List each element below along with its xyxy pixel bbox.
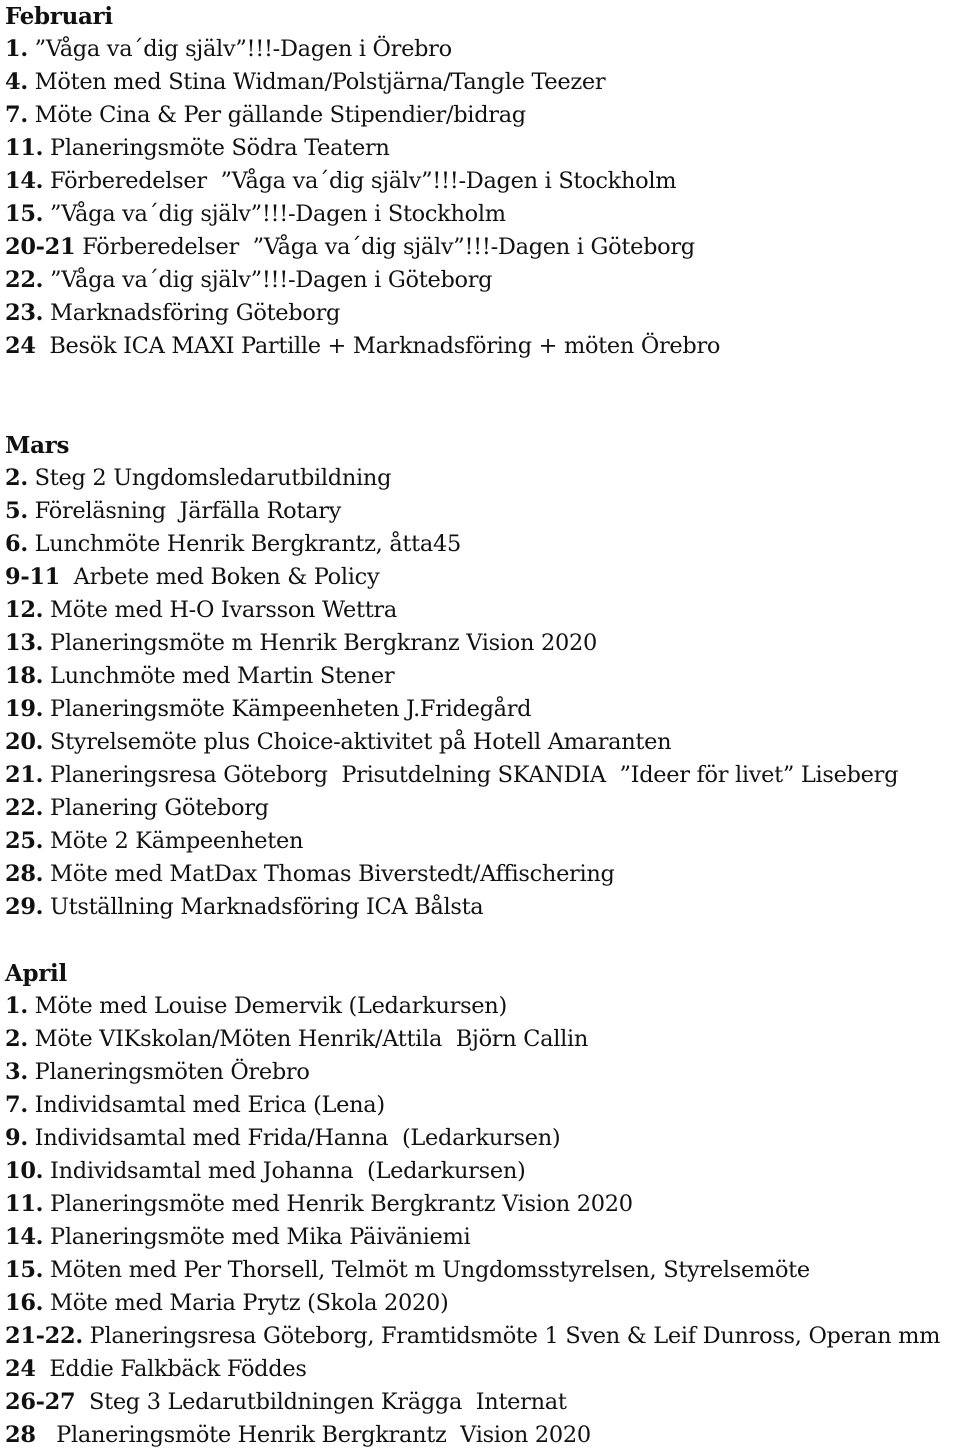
list-item [5, 297, 955, 330]
item-text: Besök ICA MAXI Partille + Marknadsföring + möten Örebro [35, 333, 721, 359]
item-date: 22. [5, 267, 44, 293]
item-text: Möten med Per Thorsell, Telmöt m Ungdomsstyrelsen, Styrelsemöte [43, 1257, 810, 1283]
item-text: Individsamtal med Johanna (Ledarkursen) [43, 1158, 526, 1184]
item-date: 3. [5, 1059, 28, 1085]
item-date: 15. [5, 201, 44, 227]
item-text: Lunchmöte med Martin Stener [43, 663, 395, 689]
list-item [5, 231, 955, 264]
item-date: 20. [5, 729, 44, 755]
item-text: ”Våga va´dig själv”!!!-Dagen i Örebro [27, 36, 452, 62]
item-text: Styrelsemöte plus Choice-aktivitet på Hotell Amaranten [43, 729, 672, 755]
list-item [5, 858, 955, 891]
list-item [5, 1089, 955, 1122]
item-date: 19. [5, 696, 44, 722]
item-text: Planeringsmöte m Henrik Bergkranz Vision 2020 [43, 630, 597, 656]
item-date: 4. [5, 69, 28, 95]
list-item [5, 759, 955, 792]
item-text: Möte med MatDax Thomas Biverstedt/Affischering [43, 861, 615, 887]
list-item [5, 1155, 955, 1188]
item-text: Planeringsmöte Kämpeenheten J.Fridegård [43, 696, 532, 722]
list-item [5, 990, 955, 1023]
list-item [5, 264, 955, 297]
item-date: 18. [5, 663, 44, 689]
item-text: Steg 2 Ungdomsledarutbildning [27, 465, 392, 491]
list-item [5, 198, 955, 231]
item-text: Möte 2 Kämpeenheten [43, 828, 304, 854]
item-date: 12. [5, 597, 44, 623]
item-date: 14. [5, 1224, 44, 1250]
month-heading-februari: Februari [5, 3, 113, 30]
item-date: 15. [5, 1257, 44, 1283]
list-item [5, 165, 955, 198]
month-heading-mars: Mars [5, 432, 70, 459]
item-text: Planeringsmöten Örebro [27, 1059, 310, 1085]
item-text: Planering Göteborg [43, 795, 269, 821]
item-text: Förberedelser ”Våga va´dig själv”!!!-Dagen i Göteborg [75, 234, 695, 260]
item-date: 21-22. [5, 1323, 83, 1349]
item-text: Marknadsföring Göteborg [43, 300, 341, 326]
list-item [5, 1287, 955, 1320]
list-item [5, 627, 955, 660]
item-text: Möte med Louise Demervik (Ledarkursen) [27, 993, 507, 1019]
month-heading-april: April [5, 960, 67, 987]
list-item [5, 561, 955, 594]
list-item [5, 1254, 955, 1287]
list-item [5, 1221, 955, 1254]
item-date: 23. [5, 300, 44, 326]
item-text: Planeringsmöte med Mika Päiväniemi [43, 1224, 471, 1250]
item-text: Planeringsmöte Henrik Bergkrantz Vision 2020 [35, 1422, 591, 1448]
item-text: Planeringsmöte med Henrik Bergkrantz Vision 2020 [43, 1191, 633, 1217]
item-date: 5. [5, 498, 28, 524]
list-item [5, 693, 955, 726]
item-date: 20-21 [5, 234, 76, 260]
item-text: Möte VIKskolan/Möten Henrik/Attila Björn Callin [27, 1026, 589, 1052]
list-item [5, 1023, 955, 1056]
list-item [5, 792, 955, 825]
list-item [5, 66, 955, 99]
item-date: 26-27 [5, 1389, 76, 1415]
item-text: Planeringsresa Göteborg, Framtidsmöte 1 Sven & Leif Dunross, Operan mm [82, 1323, 941, 1349]
list-item [5, 99, 955, 132]
item-text: Planeringsmöte Södra Teatern [43, 135, 390, 161]
item-text: Arbete med Boken & Policy [59, 564, 380, 590]
item-text: Planeringsresa Göteborg Prisutdelning SKANDIA ”Ideer för livet” Liseberg [43, 762, 899, 788]
item-date: 28 [5, 1422, 36, 1448]
item-text: Möte Cina & Per gällande Stipendier/bidrag [27, 102, 526, 128]
item-text: Utställning Marknadsföring ICA Bålsta [43, 894, 484, 920]
list-item [5, 1386, 955, 1419]
item-date: 7. [5, 1092, 28, 1118]
list-item [5, 891, 955, 924]
list-item [5, 33, 955, 66]
list-item [5, 1056, 955, 1089]
list-item [5, 462, 955, 495]
list-item [5, 132, 955, 165]
item-date: 2. [5, 465, 28, 491]
item-text: ”Våga va´dig själv”!!!-Dagen i Stockholm [43, 201, 506, 227]
item-text: Föreläsning Järfälla Rotary [27, 498, 342, 524]
item-date: 25. [5, 828, 44, 854]
item-date: 13. [5, 630, 44, 656]
item-date: 1. [5, 36, 28, 62]
item-date: 24 [5, 333, 36, 359]
item-date: 9-11 [5, 564, 60, 590]
list-item [5, 660, 955, 693]
list-item [5, 1419, 955, 1452]
list-item [5, 1122, 955, 1155]
item-text: Individsamtal med Erica (Lena) [27, 1092, 385, 1118]
item-date: 14. [5, 168, 44, 194]
list-item [5, 1188, 955, 1221]
item-date: 1. [5, 993, 28, 1019]
item-date: 24 [5, 1356, 36, 1382]
item-text: ”Våga va´dig själv”!!!-Dagen i Göteborg [43, 267, 493, 293]
list-item [5, 825, 955, 858]
item-date: 7. [5, 102, 28, 128]
item-text: Möten med Stina Widman/Polstjärna/Tangle Teezer [27, 69, 606, 95]
item-text: Möte med H-O Ivarsson Wettra [43, 597, 397, 623]
item-date: 28. [5, 861, 44, 887]
item-text: Individsamtal med Frida/Hanna (Ledarkursen) [27, 1125, 561, 1151]
list-item [5, 1320, 955, 1353]
list-item [5, 495, 955, 528]
document [5, 0, 957, 1452]
item-date: 6. [5, 531, 28, 557]
item-date: 16. [5, 1290, 44, 1316]
list-item [5, 1353, 955, 1386]
item-text: Möte med Maria Prytz (Skola 2020) [43, 1290, 449, 1316]
list-item [5, 594, 955, 627]
item-date: 11. [5, 135, 44, 161]
item-date: 22. [5, 795, 44, 821]
list-item [5, 726, 955, 759]
section-spacer [5, 924, 957, 957]
item-text: Eddie Falkbäck Föddes [35, 1356, 307, 1382]
item-text: Steg 3 Ledarutbildningen Krägga Internat [75, 1389, 567, 1415]
item-date: 9. [5, 1125, 28, 1151]
section-spacer [5, 363, 957, 429]
item-text: Förberedelser ”Våga va´dig själv”!!!-Dagen i Stockholm [43, 168, 677, 194]
item-date: 29. [5, 894, 44, 920]
list-item [5, 330, 955, 363]
item-date: 11. [5, 1191, 44, 1217]
list-item [5, 528, 955, 561]
item-date: 10. [5, 1158, 44, 1184]
item-date: 2. [5, 1026, 28, 1052]
item-text: Lunchmöte Henrik Bergkrantz, åtta45 [27, 531, 461, 557]
item-date: 21. [5, 762, 44, 788]
